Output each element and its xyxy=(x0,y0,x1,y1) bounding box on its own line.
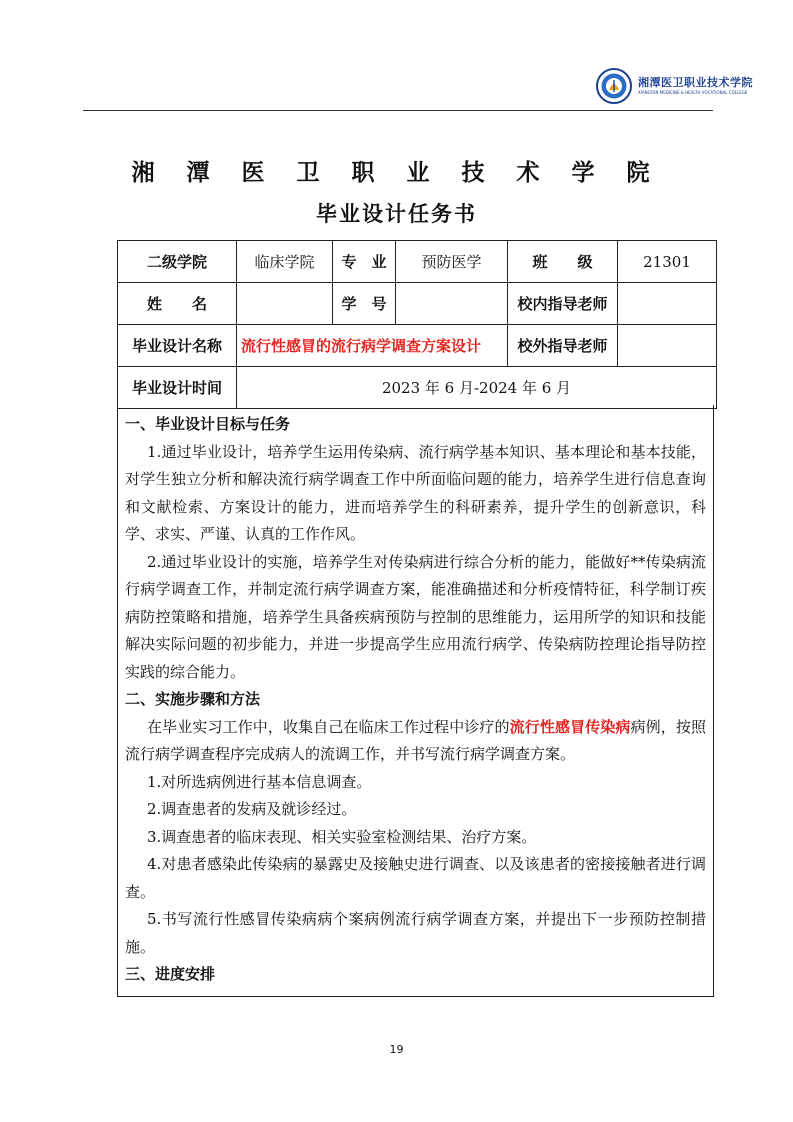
info-table xyxy=(117,240,717,409)
college-logo xyxy=(596,63,766,109)
table-row xyxy=(118,283,717,325)
section2-heading: 二、实施步骤和方法 xyxy=(125,690,261,708)
table-row xyxy=(118,367,717,409)
college-value: 临床学院 xyxy=(237,241,333,283)
section1-paragraph1: 1.通过毕业设计，培养学生运用传染病、流行病学基本知识、基本理论和基本技能，对学生独立分析和解决流行病学调查工作中所面临问题的能力，培养学生进行信息查询和文献检索、方案设计的能力，进而培养学生的科研素养，提升学生的创新意识，科学、求实、严谨、认真的工作作风。 xyxy=(125,442,706,543)
class-label: 班 级 xyxy=(508,241,618,283)
section2-item5: 5.书写流行性感冒传染病病个案病例流行病学调查方案，并提出下一步预防控制措施。 xyxy=(125,910,706,956)
design-name-label: 毕业设计名称 xyxy=(118,325,237,367)
student-id-value xyxy=(396,283,508,325)
college-emblem-icon xyxy=(596,68,632,104)
logo-english-name: XIANGTAN MEDICINE & HEALTH VOCATIONAL COLLEGE xyxy=(638,90,748,95)
page-number: 19 xyxy=(389,1043,404,1056)
page-title: 湘 潭 医 卫 职 业 技 术 学 院 xyxy=(131,160,662,186)
section2-item3: 3.调查患者的临床表现、相关实验室检测结果、治疗方案。 xyxy=(147,827,537,846)
student-id-label: 学 号 xyxy=(333,283,396,325)
header-rule xyxy=(83,110,713,111)
task-content-box xyxy=(117,405,714,997)
design-name-value: 流行性感冒的流行病学调查方案设计 xyxy=(237,325,508,367)
section2-intro xyxy=(125,714,706,769)
section2-highlight: 流行性感冒传染病 xyxy=(509,717,631,736)
name-label: 姓 名 xyxy=(118,283,237,325)
section2-item2: 2.调查患者的发病及就诊经过。 xyxy=(147,800,357,818)
outer-advisor-value xyxy=(618,325,717,367)
section1-heading: 一、毕业设计目标与任务 xyxy=(125,415,291,433)
section2-intro-start: 在毕业实习工作中，收集自己在临床工作过程中诊疗的 xyxy=(147,717,510,736)
table-row xyxy=(118,325,717,367)
time-label: 毕业设计时间 xyxy=(118,367,237,409)
inner-advisor-value xyxy=(618,283,717,325)
inner-advisor-label: 校内指导老师 xyxy=(508,283,618,325)
time-value: 2023 年 6 月-2024 年 6 月 xyxy=(237,367,717,409)
section1-paragraph2: 2.通过毕业设计的实施，培养学生对传染病进行综合分析的能力，能做好**传染病流行病学调查工作，并制定流行病学调查方案，能准确描述和分析疫情特征，科学制订疾病防控策略和措施，培养学生具备疾病预防与控制的思维能力，运用所学的知识和技能解决实际问题的初步能力，并进一步提高学生应用流行病学、传染病防控理论指导防控实践的综合能力。 xyxy=(125,552,706,681)
table-row xyxy=(118,241,717,283)
name-value xyxy=(237,283,333,325)
major-label: 专 业 xyxy=(333,241,396,283)
logo-chinese-name: 湘潭医卫职业技术学院 xyxy=(638,76,753,89)
section2-item1: 1.对所选病例进行基本信息调查。 xyxy=(147,772,372,791)
class-value: 21301 xyxy=(618,241,717,283)
section2-intro-end: 病例，按照流行病学调查程序完成病人的流调工作，并书写流行病学调查方案。 xyxy=(125,717,706,763)
outer-advisor-label: 校外指导老师 xyxy=(508,325,618,367)
major-value: 预防医学 xyxy=(396,241,508,283)
page-subtitle: 毕业设计任务书 xyxy=(316,202,477,226)
section3-heading: 三、进度安排 xyxy=(125,965,216,983)
section2-item4: 4.对患者感染此传染病的暴露史及接触史进行调查、以及该患者的密接接触者进行调查。 xyxy=(125,855,706,901)
college-label: 二级学院 xyxy=(118,241,237,283)
